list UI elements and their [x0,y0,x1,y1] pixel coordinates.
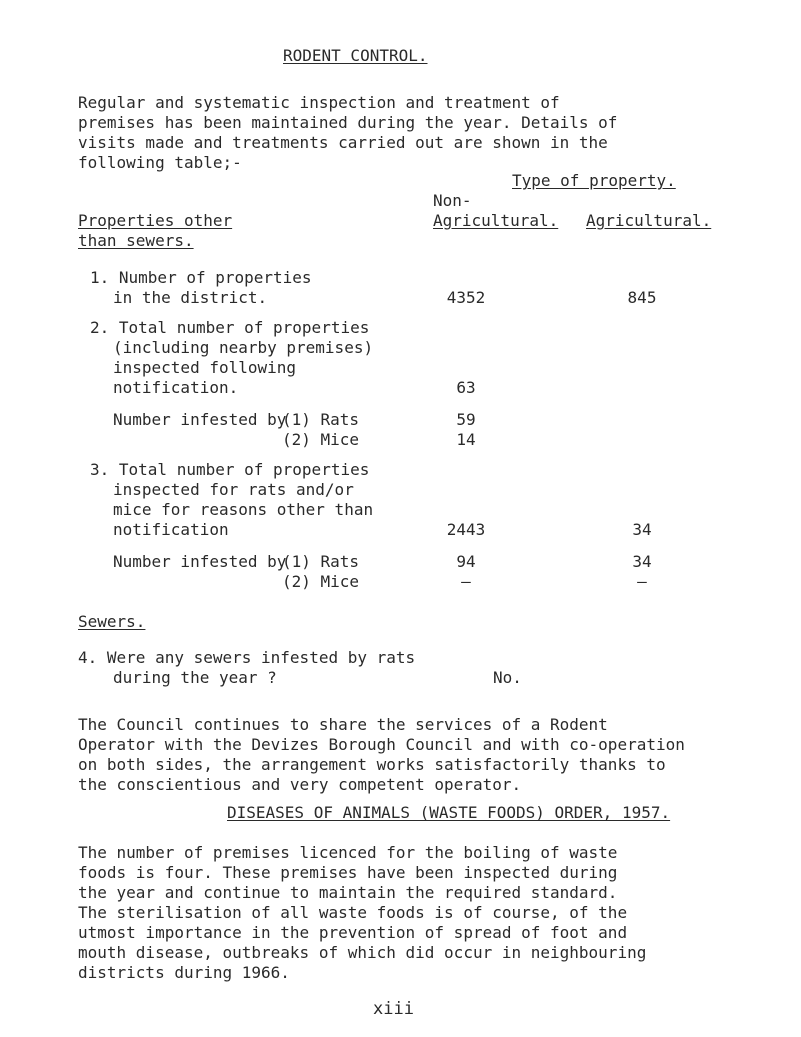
intro-paragraph: Regular and systematic inspection and treatment of premises has been maintained during the year. Details of visits made and treatments carried out are shown in the following table;- [78,93,618,172]
item2-infested-label: Number infested by [113,410,287,429]
item2-label-1: 2. Total number of properties [90,318,370,337]
item1-label-1: 1. Number of properties [90,268,312,287]
item3-ag-value: 34 [632,520,652,539]
item3-label-3: mice for reasons other than [113,500,374,519]
item2-rats-nonag-value: 59 [456,410,476,429]
col-nonag-header-2: Agricultural. [433,211,559,230]
item3-label-1: 3. Total number of properties [90,460,370,479]
item4-label-2: during the year ? [113,668,277,687]
type-of-property-heading: Type of property. [512,171,676,190]
sewers-heading: Sewers. [78,612,146,631]
item1-ag-value: 845 [627,288,657,307]
col-nonag-header-1: Non- [433,191,472,210]
col-ag-header: Agricultural. [586,211,712,230]
item1-label-2: in the district. [113,288,268,307]
heading-rodent-control: RODENT CONTROL. [283,46,428,65]
item3-infested-label: Number infested by [113,552,287,571]
item3-rats-ag-value: 34 [632,552,652,571]
diseases-paragraph: The number of premises licenced for the boiling of waste foods is four. These premises have been inspected during the year and continue to maintain the required standard. The sterilisation of all waste foods is of course, of the utmost importance in the prevention of spread of foot and mouth disease, outbreaks of which did occur in neighbouring districts during 1966. [78,843,647,982]
item3-label-2: inspected for rats and/or [113,480,354,499]
item3-nonag-value: 2443 [446,520,486,539]
item2-nonag-value: 63 [456,378,476,397]
heading-diseases-of-animals: DISEASES OF ANIMALS (WASTE FOODS) ORDER, 1957. [227,803,671,822]
page-number: xiii [373,999,414,1019]
item2-mice-label: (2) Mice [282,430,360,449]
col-left-header-1: Properties other [78,211,233,230]
item3-label-4: notification [113,520,229,539]
item3-rats-nonag-value: 94 [456,552,476,571]
item3-mice-nonag-value: – [461,572,471,591]
item3-rats-label: (1) Rats [282,552,360,571]
item2-label-2: (including nearby premises) [113,338,374,357]
item4-label-1: 4. Were any sewers infested by rats [78,648,416,667]
council-paragraph: The Council continues to share the services of a Rodent Operator with the Devizes Borough Council and with co-operation on both sides, the arrangement works satisfactorily thanks to the conscientious and very competent operator. [78,715,685,794]
item3-mice-label: (2) Mice [282,572,360,591]
item2-label-3: inspected following [113,358,297,377]
item2-mice-nonag-value: 14 [456,430,476,449]
item4-answer: No. [493,668,522,687]
item2-label-4: notification. [113,378,239,397]
item2-rats-label: (1) Rats [282,410,360,429]
col-left-header-2: than sewers. [78,231,194,250]
item3-mice-ag-value: – [637,572,647,591]
item1-nonag-value: 4352 [446,288,486,307]
